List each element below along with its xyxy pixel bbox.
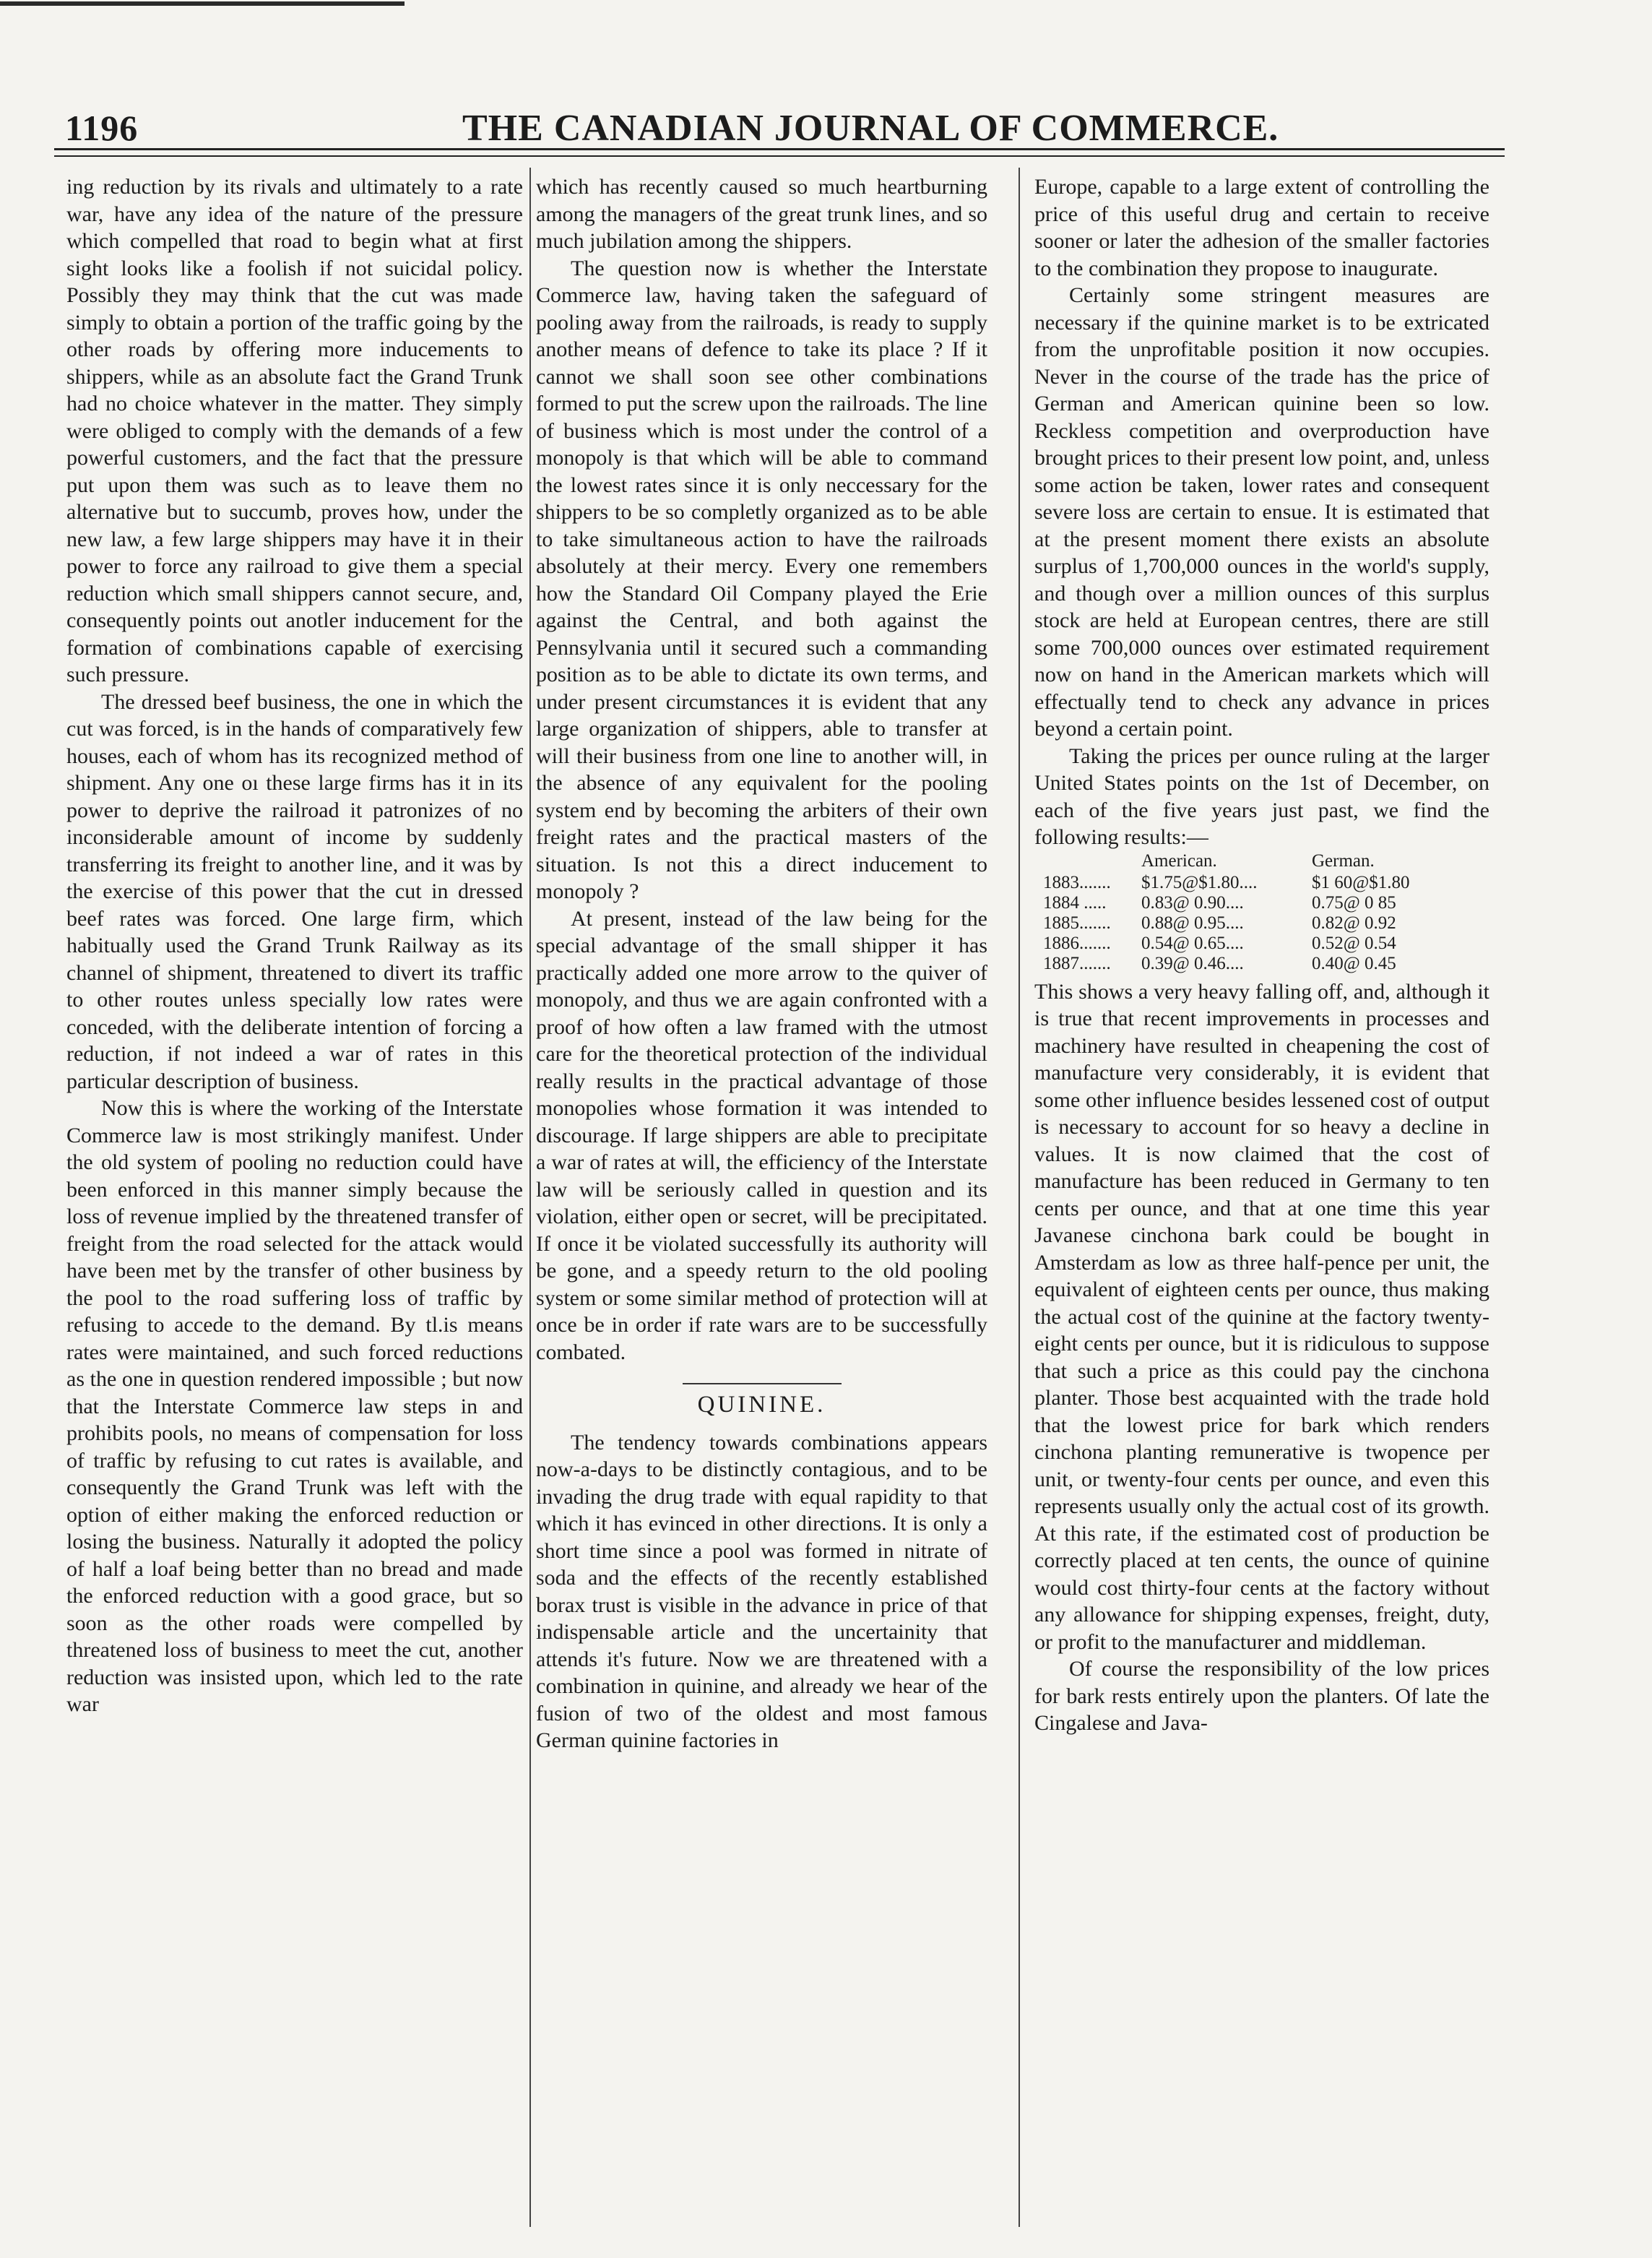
column-divider — [529, 168, 531, 2227]
paragraph: The dressed beef business, the one in which the cut was forced, is in the hands of comparatively few houses, each of whom has its recognized method of shipment. Any one oı these large firms has it in its power to deprive the railroad it patronizes of no inconsiderable amount of income by suddenly transferring its freight to another line, and it was by the exercise of this power that the cut in dressed beef rates was forced. One large firm, which habitually used the Grand Trunk Railway as its channel of shipment, threatened to divert its traffic to other routes unless specially low rates were conceded, with the deliberate intention of forcing a reduction, if not indeed a war of rates in this particular description of business. — [66, 689, 523, 1093]
column-2 — [536, 173, 987, 1754]
american-price-cell: 0.54@ 0.65.... — [1141, 933, 1244, 953]
paragraph: The question now is whether the Interstate Commerce law, having taken the safeguard of pooling away from the railroads, is ready to supply another means of defence to take its place ? If it cannot we shall soon see other combinations formed to put the screw upon the railroads. The line of business which is most under the control of a monopoly is that which will be able to command the lowest rates since it is only neccessary for the shippers to be so completly organized as to be able to take simultaneous action to have the railroads absolutely at their mercy. Every one remembers how the Standard Oil Company played the Erie against the Central, and both against the Pennsylvania until it secured such a commanding position as to be able to dictate its own terms, and under present circumstances it is evident that any large organization of shippers, able to transfer at will their business from one line to another will, in the absence of any equivalent for the pooling system end by becoming the arbiters of their own freight rates and the practical masters of the situation. Is not this a direct inducement to monopoly ? — [536, 256, 987, 903]
table-row — [1043, 893, 1414, 913]
column-1 — [66, 173, 523, 1718]
american-price-cell: $1.75@$1.80.... — [1141, 872, 1258, 892]
german-price-cell: 0.75@ 0 85 — [1312, 892, 1396, 913]
table-row — [1043, 954, 1414, 974]
column-divider — [1019, 168, 1020, 2227]
section-title: QUININE. — [697, 1392, 826, 1418]
paragraph: Now this is where the working of the Interstate Commerce law is most strikingly manifest. Under the old system of pooling no reduction could have been enforced in this manner simply because the loss of revenue implied by the threatened transfer of freight from the road selected for the attack would have been met by the transfer of other business by the pool to the road suffering loss of traffic by refusing to accede to the demand. By tl.is means rates were maintained, and such forced reductions as the one in question rendered impossible ; but now that the Interstate Commerce law steps in and prohibits pools, no means of compensation for loss of traffic by refusing to cut rates is available, and consequently the Grand Trunk was left with the option of either making the enforced reduction or losing the business. Naturally it adopted the policy of half a loaf being better than no bread and made the enforced reduction with a good grace, but so soon as the other roads were compelled by threatened loss of business to meet the cut, another reduction was insisted upon, which led to the rate war — [66, 1096, 523, 1716]
section-divider — [683, 1383, 842, 1384]
year-cell: 1887....... — [1043, 953, 1111, 973]
paragraph: ing reduction by its rivals and ultimately to a rate war, have any idea of the nature of the pressure which compelled that road to begin what at first sight looks like a foolish if not suicidal policy. Possibly they may think that the cut was made simply to obtain a portion of the traffic going by the other roads by offering more inducements to shippers, while as an absolute fact the Grand Trunk had no choice whatever in the matter. They simply were obliged to comply with the demands of a few powerful customers, and the fact that the pressure put upon them was such as to leave them no alternative but to succumb, proves how, under the new law, a few large shippers may have it in their power to force any railroad to give them a special reduction which small shippers cannot secure, and, consequently points out anotler inducement for the formation of combinations capable of exercising such pressure. — [66, 175, 523, 686]
paragraph: The tendency towards combinations appears now-a-days to be distinctly contagious, and to be invading the drug trade with equal rapidity to that which it has evinced in other directions. It is only a short time since a pool was formed in nitrate of soda and the effects of the recently established borax trust is visible in the advance in price of that indispensable article and the uncertainity that attends it's future. Now we are threatened with a combination in quinine, and already we hear of the fusion of two of the oldest and most famous German quinine factories in — [536, 1430, 987, 1752]
american-price-cell: 0.83@ 0.90.... — [1141, 892, 1244, 913]
header-rule — [54, 148, 1505, 157]
table-row — [1043, 873, 1414, 893]
paragraph: Europe, capable to a large extent of controlling the price of this useful drug and certain to receive sooner or later the adhesion of the smaller factories to the combination they propose to inaugurate. — [1034, 175, 1489, 280]
german-price-cell: 0.82@ 0.92 — [1312, 913, 1396, 933]
table-row — [1043, 934, 1414, 954]
column-header-american: American. — [1141, 850, 1217, 871]
paragraph: Of course the responsibility of the low prices for bark rests entirely upon the planters. Of late the Cingalese and Java- — [1034, 1657, 1489, 1735]
year-cell: 1884 ..... — [1043, 892, 1107, 913]
paragraph: This shows a very heavy falling off, and, although it is true that recent improvements in processes and machinery have resulted in cheapening the cost of manufacture very considerably, it is evident that some other influence besides lessened cost of output is necessary to account for so heavy a decline in values. It is now claimed that the cost of manufacture has been reduced in Germany to ten cents per ounce, and that at one time this year Javanese cinchona bark could be bought in Amsterdam as low as three half-pence per unit, the equivalent of eighteen cents per ounce, thus making the actual cost of the quinine at the factory twenty-eight cents per ounce, but it is ridiculous to suppose that such a price as this could pay the cinchona planter. Those best acquainted with the trade hold that the lowest price for bark which renders cinchona planting remunerative is twopence per unit, or twenty-four cents per ounce, and even this represents usually only the actual cost of its growth. At this rate, if the estimated cost of production be correctly placed at ten cents, the ounce of quinine would cost thirty-four cents at the factory without any allowance for shipping expenses, freight, duty, or profit to the manufacturer and middleman. — [1034, 979, 1489, 1654]
column-header-german: German. — [1312, 850, 1375, 871]
table-row — [1043, 913, 1414, 934]
paragraph: Taking the prices per ounce ruling at the larger United States points on the 1st of December, on each of the five years just past, we find the following results:— — [1034, 744, 1489, 849]
quinine-price-table — [1043, 851, 1414, 974]
american-price-cell: 0.39@ 0.46.... — [1141, 953, 1244, 973]
german-price-cell: 0.52@ 0.54 — [1312, 933, 1396, 953]
american-price-cell: 0.88@ 0.95.... — [1141, 913, 1244, 933]
table-header-blank — [1043, 851, 1141, 873]
top-edge-mark — [0, 0, 1652, 10]
german-price-cell: 0.40@ 0.45 — [1312, 953, 1396, 973]
year-cell: 1885....... — [1043, 913, 1111, 933]
paragraph: At present, instead of the law being for the special advantage of the small shipper it has practically added one more arrow to the quiver of monopoly, and thus we are again confronted with a proof of how often a law framed with the utmost care for the theoretical protection of the individual really results in the practical advantage of those monopolies whose formation it was intended to discourage. If large shippers are able to precipitate a war of rates at will, the efficiency of the Interstate law will be seriously called in question and its violation, either open or secret, will be precipitated. If once it be violated successfully its authority will be gone, and a speedy return to the old pooling system or some similar method of protection will at once be in order if rate wars are to be successfully combated. — [536, 906, 987, 1364]
paragraph: which has recently caused so much heartburning among the managers of the great trunk lines, and so much jubilation among the shippers. — [536, 175, 987, 253]
table-header-row — [1043, 851, 1414, 873]
journal-title: THE CANADIAN JOURNAL OF COMMERCE. — [462, 108, 1279, 149]
paragraph: Certainly some stringent measures are necessary if the quinine market is to be extricated from the unprofitable position it now occupies. Never in the course of the trade has the price of German and American quinine been so low. Reckless competition and overproduction have brought prices to their present low point, and, unless some action be taken, lower rates and consequent severe loss are certain to ensue. It is estimated that at the present moment there exists an absolute surplus of 1,700,000 ounces in the world's supply, and though over a million ounces of this surplus stock are held at European centres, there are still some 700,000 ounces over estimated requirement now on hand in the American markets which will effectually tend to check any advance in prices beyond a certain point. — [1034, 283, 1489, 741]
column-3 — [1034, 173, 1489, 1737]
german-price-cell: $1 60@$1.80 — [1312, 872, 1410, 892]
page-number: 1196 — [65, 108, 139, 148]
year-cell: 1883....... — [1043, 872, 1111, 892]
year-cell: 1886....... — [1043, 933, 1111, 953]
